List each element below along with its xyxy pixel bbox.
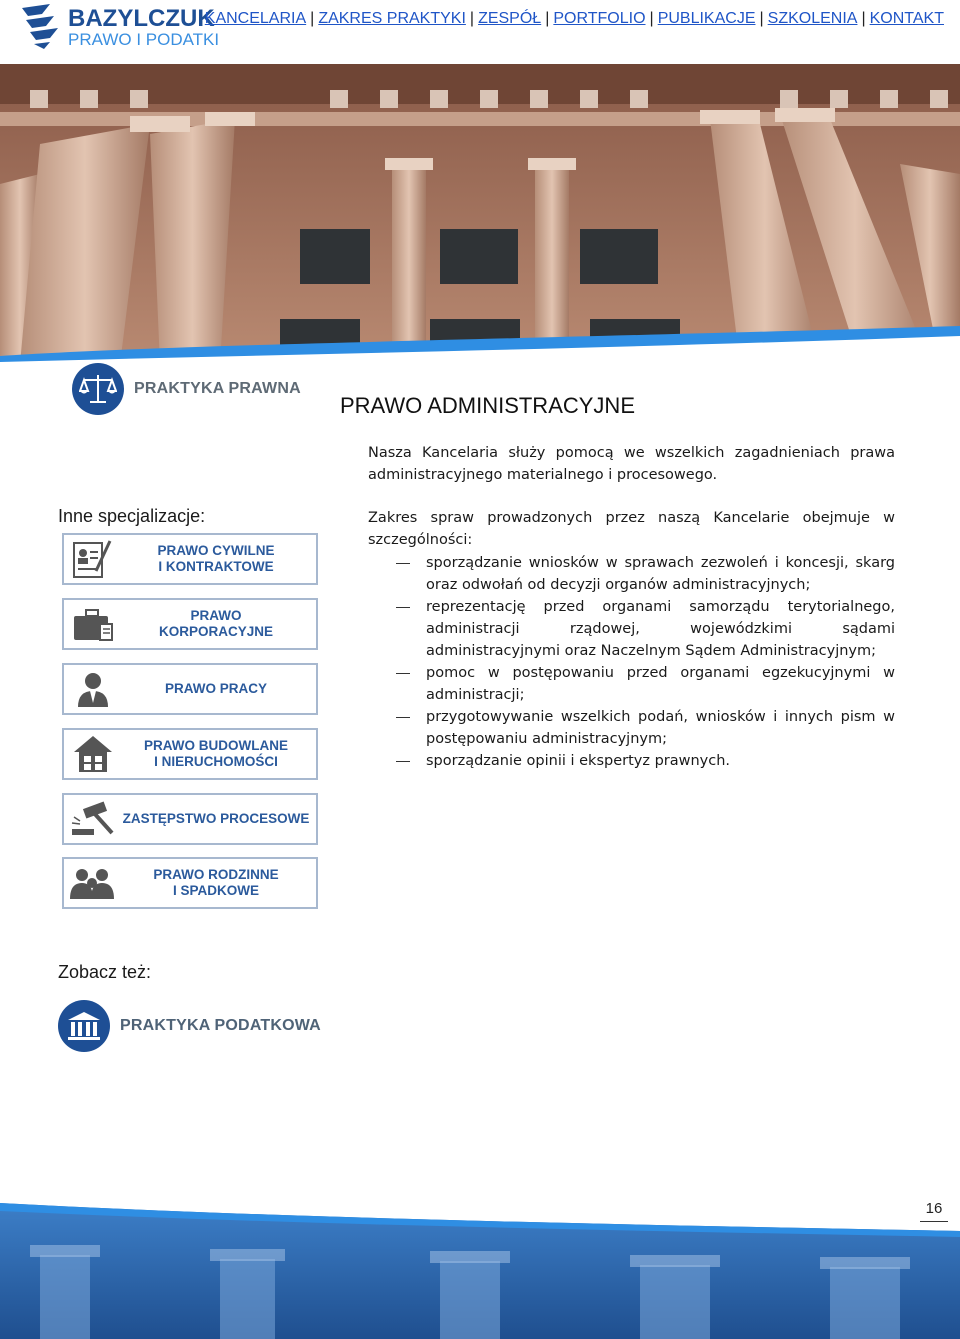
spec-label: PRAWO PRACY — [164, 681, 267, 696]
spec-prawo-rodzinne[interactable] — [62, 857, 318, 909]
scope-list — [396, 552, 895, 772]
list-item: przygotowywanie wszelkich podań, wniosków i innych pism w postępowaniu administracyjnym; — [396, 706, 895, 750]
spec-label: ZASTĘPSTWO PROCESOWE — [122, 811, 310, 826]
nav-zespol[interactable]: ZESPÓŁ — [478, 10, 542, 27]
nav-portfolio[interactable]: PORTFOLIO — [553, 10, 646, 27]
scales-icon — [72, 363, 124, 415]
spec-prawo-cywilne[interactable] — [62, 533, 318, 585]
hero-building-image — [0, 64, 960, 364]
spec-label: PRAWO BUDOWLANE I NIERUCHOMOŚCI — [144, 738, 288, 769]
spec-label: PRAWO CYWILNE I KONTRAKTOWE — [157, 543, 275, 574]
gavel-icon — [64, 795, 122, 843]
family-icon — [64, 859, 122, 907]
columns-icon — [58, 1000, 110, 1052]
nav-szkolenia[interactable]: SZKOLENIA — [767, 10, 858, 27]
spec-prawo-pracy[interactable] — [62, 663, 318, 715]
nav-kancelaria[interactable]: KANCELARIA — [204, 10, 307, 27]
briefcase-icon — [64, 600, 122, 648]
nav-kontakt[interactable]: KONTAKT — [869, 10, 944, 27]
list-item: reprezentację przed organami samorządu terytorialnego, administracji rządowej, wojewódzkimi sądami administracyjnymi oraz Naczelnym Sądem Administracyjnym; — [396, 596, 895, 662]
list-item: pomoc w postępowaniu przed organami egzekucyjnymi w administracji; — [396, 662, 895, 706]
house-icon — [64, 730, 122, 778]
see-also-heading: Zobacz też: — [58, 962, 152, 982]
logo-tagline: PRAWO I PODATKI — [68, 30, 220, 49]
nav-publikacje[interactable]: PUBLIKACJE — [657, 10, 756, 27]
nav-zakres-praktyki[interactable]: ZAKRES PRAKTYKI — [318, 10, 466, 27]
page-number: 16 — [920, 1200, 948, 1222]
page-title: PRAWO ADMINISTRACYJNE — [340, 393, 635, 418]
tax-practice-label: PRAKTYKA PODATKOWA — [120, 1017, 321, 1034]
other-specializations-heading: Inne specjalizacje: — [58, 506, 206, 526]
footer-building-image — [0, 1195, 960, 1339]
spec-prawo-korporacyjne[interactable] — [62, 598, 318, 650]
list-item: sporządzanie opinii i ekspertyz prawnych. — [396, 750, 895, 772]
main-nav: KANCELARIA | ZAKRES PRAKTYKI | ZESPÓŁ | PORTFOLIO | PUBLIKACJE | SZKOLENIA | KONTAKT — [204, 10, 944, 27]
practice-badge[interactable] — [72, 362, 301, 416]
contract-pen-icon — [64, 535, 122, 583]
practice-badge-label: PRAKTYKA PRAWNA — [134, 380, 301, 397]
list-item: sporządzanie wniosków w sprawach zezwoleń i koncesji, skarg oraz odwołań od decyzji organów administracyjnych; — [396, 552, 895, 596]
tax-practice-badge[interactable] — [58, 1000, 321, 1052]
spec-prawo-budowlane[interactable] — [62, 728, 318, 780]
scope-intro: Zakres spraw prowadzonych przez naszą Kancelarie obejmuje w szczególności: — [368, 510, 895, 548]
intro-paragraph: Nasza Kancelaria służy pomocą we wszelkich zagadnieniach prawa administracyjnego materialnego i procesowego. — [368, 445, 895, 483]
spec-label: PRAWO RODZINNE I SPADKOWE — [153, 867, 279, 898]
spec-zastepstwo-procesowe[interactable] — [62, 793, 318, 845]
logo-name: BAZYLCZUK — [68, 5, 215, 32]
spec-label: PRAWO KORPORACYJNE — [158, 608, 274, 639]
worker-icon — [64, 665, 122, 713]
